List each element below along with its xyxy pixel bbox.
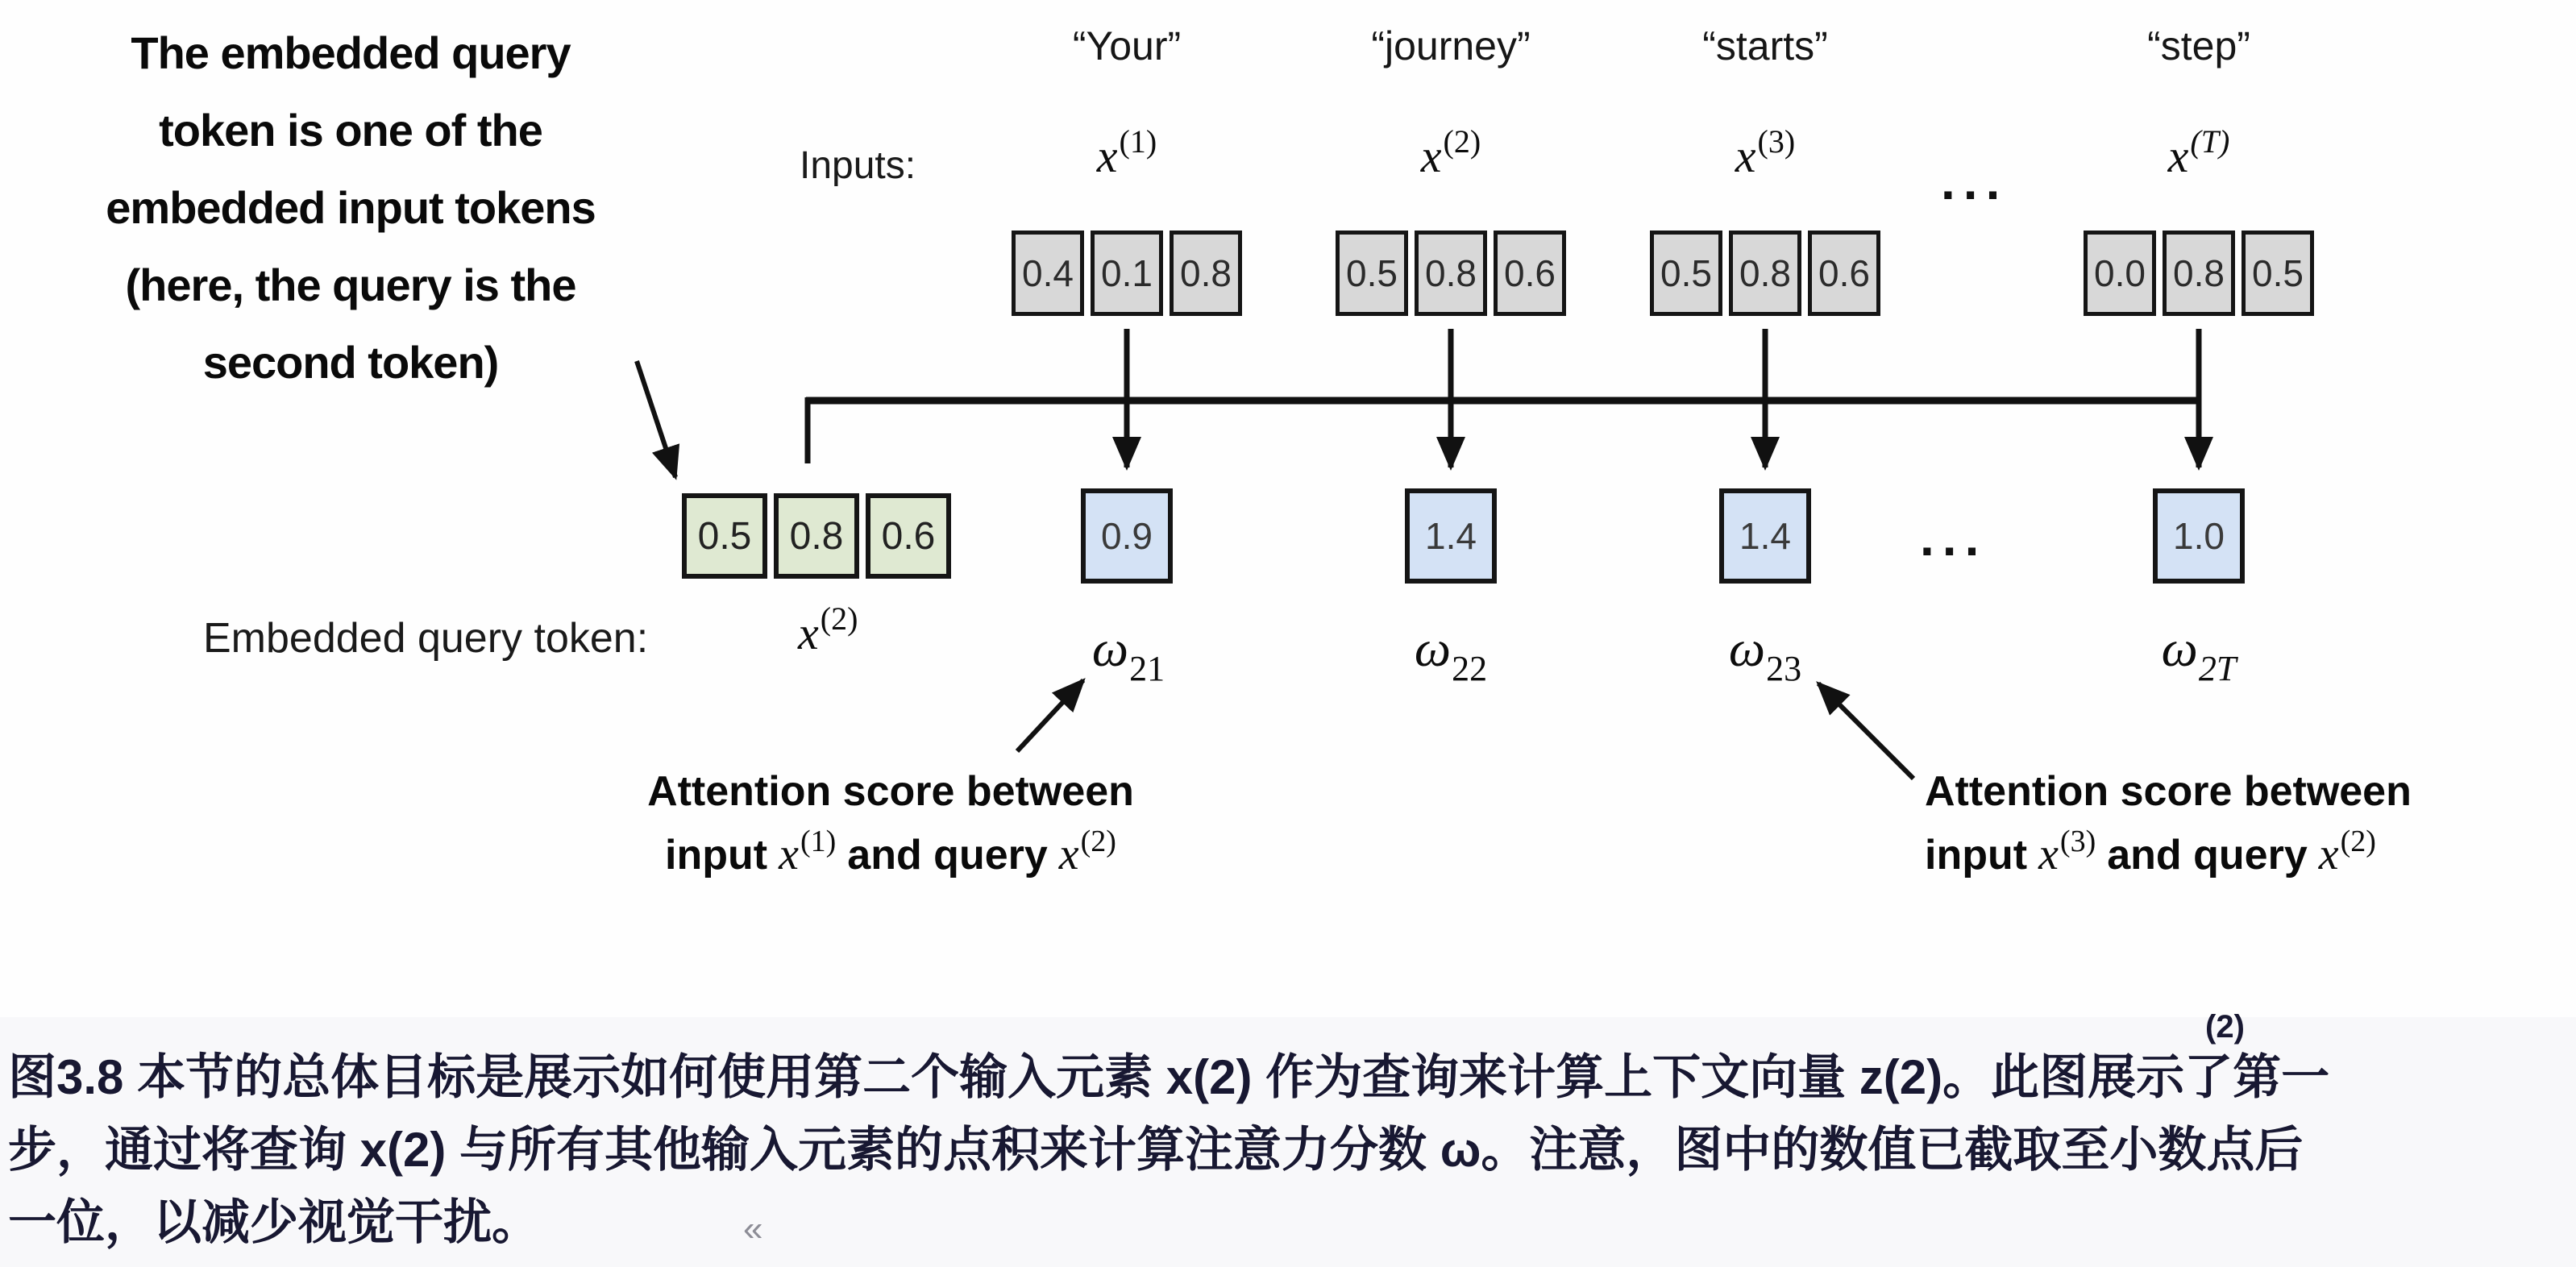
annotation-left-line1: Attention score between (647, 768, 1134, 815)
omega-base: ω (1728, 620, 1766, 677)
x-sup: (2) (2340, 825, 2376, 858)
embedding-cell: 0.6 (1808, 231, 1880, 316)
x-base: x (779, 829, 799, 879)
caption-line-3: 一位，以减少视觉干扰。 (8, 1195, 540, 1249)
annotation-arrow-right (1818, 683, 1913, 779)
omega-sub: 23 (1766, 649, 1802, 688)
x-base: x (798, 607, 819, 659)
x-base: x (1058, 829, 1079, 879)
score-box-w22: 1.4 (1405, 488, 1497, 584)
x-sup: (2) (820, 600, 858, 637)
query-cell: 0.6 (866, 493, 951, 579)
inputs-ellipsis: ... (1941, 152, 2009, 210)
input-symbol-x3 (1604, 123, 1926, 183)
query-note-line: (here, the query is the (125, 260, 576, 310)
omega-sub: 22 (1452, 649, 1488, 688)
omega-label-2T (2078, 619, 2320, 688)
embedding-cell: 0.8 (2163, 231, 2235, 316)
query-cell: 0.5 (682, 493, 767, 579)
embedding-cell: 0.6 (1494, 231, 1566, 316)
x-sup: (1) (800, 825, 837, 858)
embedding-cell: 0.8 (1729, 231, 1801, 316)
embedding-cell: 0.8 (1415, 231, 1487, 316)
input-symbol-x1 (966, 123, 1288, 183)
omega-base: ω (2161, 620, 2198, 677)
scores-ellipsis: ... (1920, 509, 1988, 567)
embedding-cell: 0.4 (1012, 231, 1084, 316)
caption-superscript-artifact: (2) (2205, 1009, 2245, 1045)
token-word-your: “Your” (1072, 23, 1182, 69)
omega-base: ω (1414, 620, 1452, 677)
x-base: x (1420, 130, 1442, 182)
annotation-word: and query (847, 832, 1048, 879)
inputs-label: Inputs: (800, 144, 916, 187)
annotation-symbol (779, 825, 837, 880)
embedded-query-symbol (798, 600, 858, 660)
omega-sub: 2T (2198, 649, 2237, 688)
x-base: x (1096, 130, 1118, 182)
query-note-line: token is one of the (159, 105, 542, 156)
query-cell: 0.8 (774, 493, 859, 579)
x-base: x (1735, 130, 1756, 182)
annotation-symbol (2038, 825, 2096, 880)
embedding-cell: 0.1 (1091, 231, 1163, 316)
query-note-line: second token) (202, 337, 499, 388)
x-sup: (1) (1119, 123, 1157, 160)
token-word-step: “step” (2147, 23, 2250, 69)
annotation-right-line2 (1925, 825, 2376, 880)
score-box-w21: 0.9 (1081, 488, 1173, 584)
annotation-word: input (665, 832, 768, 879)
embedding-cell: 0.5 (2242, 231, 2314, 316)
x-sup: (T) (2190, 123, 2230, 160)
embedding-cell: 0.5 (1650, 231, 1722, 316)
query-note (56, 15, 645, 401)
x-base: x (2167, 130, 2189, 182)
annotation-symbol (1058, 825, 1116, 880)
embedding-cell: 0.0 (2084, 231, 2156, 316)
query-note-line: embedded input tokens (106, 182, 596, 233)
x-sup: (3) (2059, 825, 2096, 858)
score-box-w23: 1.4 (1719, 488, 1811, 584)
annotation-arrow-left (1017, 680, 1083, 751)
embedding-cell: 0.8 (1170, 231, 1242, 316)
annotation-word: and query (2107, 832, 2308, 879)
omega-label-21 (1008, 619, 1249, 688)
x-sup: (2) (1080, 825, 1116, 858)
score-box-w2T: 1.0 (2153, 488, 2245, 584)
query-note-line: The embedded query (131, 27, 571, 78)
omega-base: ω (1091, 620, 1129, 677)
embedded-query-label: Embedded query token: (203, 615, 649, 662)
omega-label-23 (1644, 619, 1886, 688)
input-symbol-xT (2038, 123, 2360, 183)
annotation-right-line1: Attention score between (1925, 768, 2412, 815)
x-sup: (2) (1443, 123, 1481, 160)
x-base: x (2318, 829, 2339, 879)
cursor-artifact: « (743, 1209, 763, 1248)
omega-sub: 21 (1129, 649, 1165, 688)
token-word-journey: “journey” (1371, 23, 1531, 69)
x-base: x (2038, 829, 2059, 879)
embedding-cell: 0.5 (1336, 231, 1408, 316)
caption-line-2: 步，通过将查询 x(2) 与所有其他输入元素的点积来计算注意力分数 ω。注意，图中的数值已截取至小数点后 (8, 1123, 2304, 1177)
input-symbol-x2 (1290, 123, 1612, 183)
annotation-symbol (2318, 825, 2376, 880)
x-sup: (3) (1757, 123, 1796, 160)
token-word-starts: “starts” (1702, 23, 1828, 69)
annotation-left-line2 (605, 825, 1177, 880)
annotation-word: input (1925, 832, 2028, 879)
caption-line-1: 图3.8 本节的总体目标是展示如何使用第二个输入元素 x(2) 作为查询来计算上下文向量 z(2)。此图展示了第一 (8, 1050, 2330, 1104)
omega-label-22 (1330, 619, 1572, 688)
